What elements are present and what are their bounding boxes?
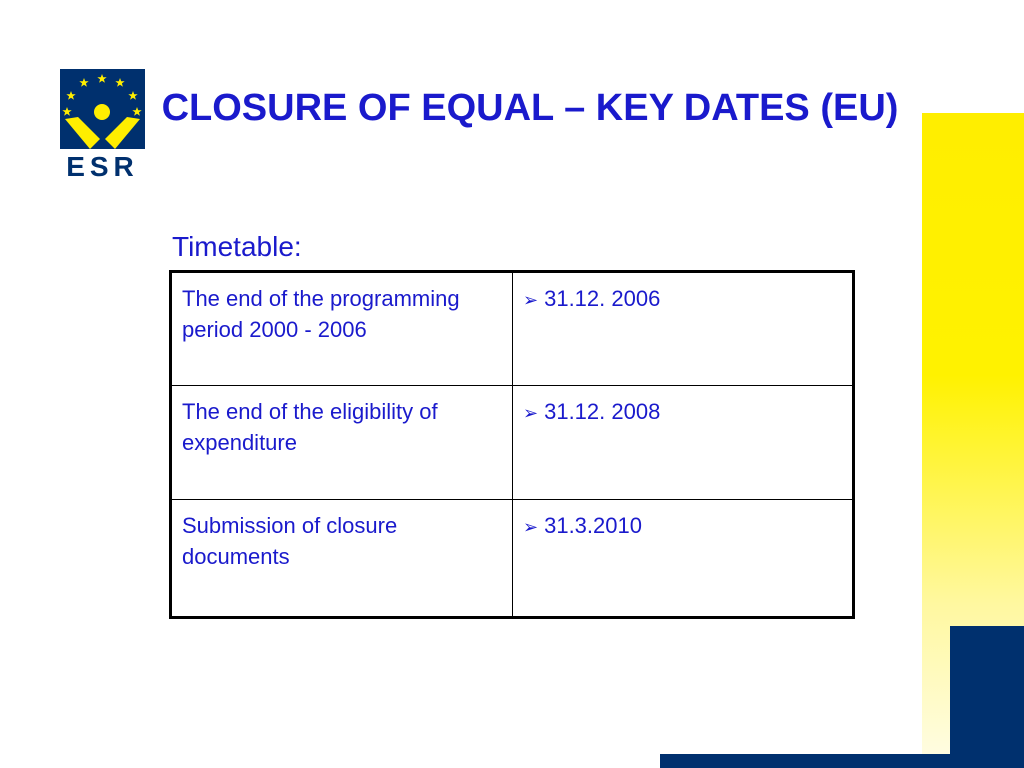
arrowhead-bullet-icon: ➢ [523, 290, 539, 310]
logo-text: ESR [66, 151, 139, 180]
milestone-date-cell [513, 500, 854, 618]
blue-bottom-bar [660, 754, 1024, 768]
milestone-label: The end of the programming period 2000 - 2006 [171, 272, 513, 386]
milestone-date-cell [513, 272, 854, 386]
milestone-label: Submission of closure documents [171, 500, 513, 618]
milestone-date: 31.3.2010 [544, 513, 642, 538]
esr-logo [60, 69, 145, 180]
table-row [171, 500, 854, 618]
milestone-label: The end of the eligibility of expenditure [171, 386, 513, 500]
table-row [171, 272, 854, 386]
arrowhead-bullet-icon: ➢ [523, 517, 539, 537]
blue-corner-block [950, 626, 1024, 768]
key-dates-table [169, 270, 855, 619]
arrowhead-bullet-icon: ➢ [523, 403, 539, 423]
timetable-label: Timetable: [172, 231, 302, 262]
esr-logo-icon [60, 69, 145, 180]
table-row [171, 386, 854, 500]
milestone-date-cell [513, 386, 854, 500]
milestone-date: 31.12. 2006 [544, 286, 661, 311]
milestone-date: 31.12. 2008 [544, 399, 661, 424]
page-title: CLOSURE OF EQUAL – KEY DATES (EU) [161, 87, 899, 129]
